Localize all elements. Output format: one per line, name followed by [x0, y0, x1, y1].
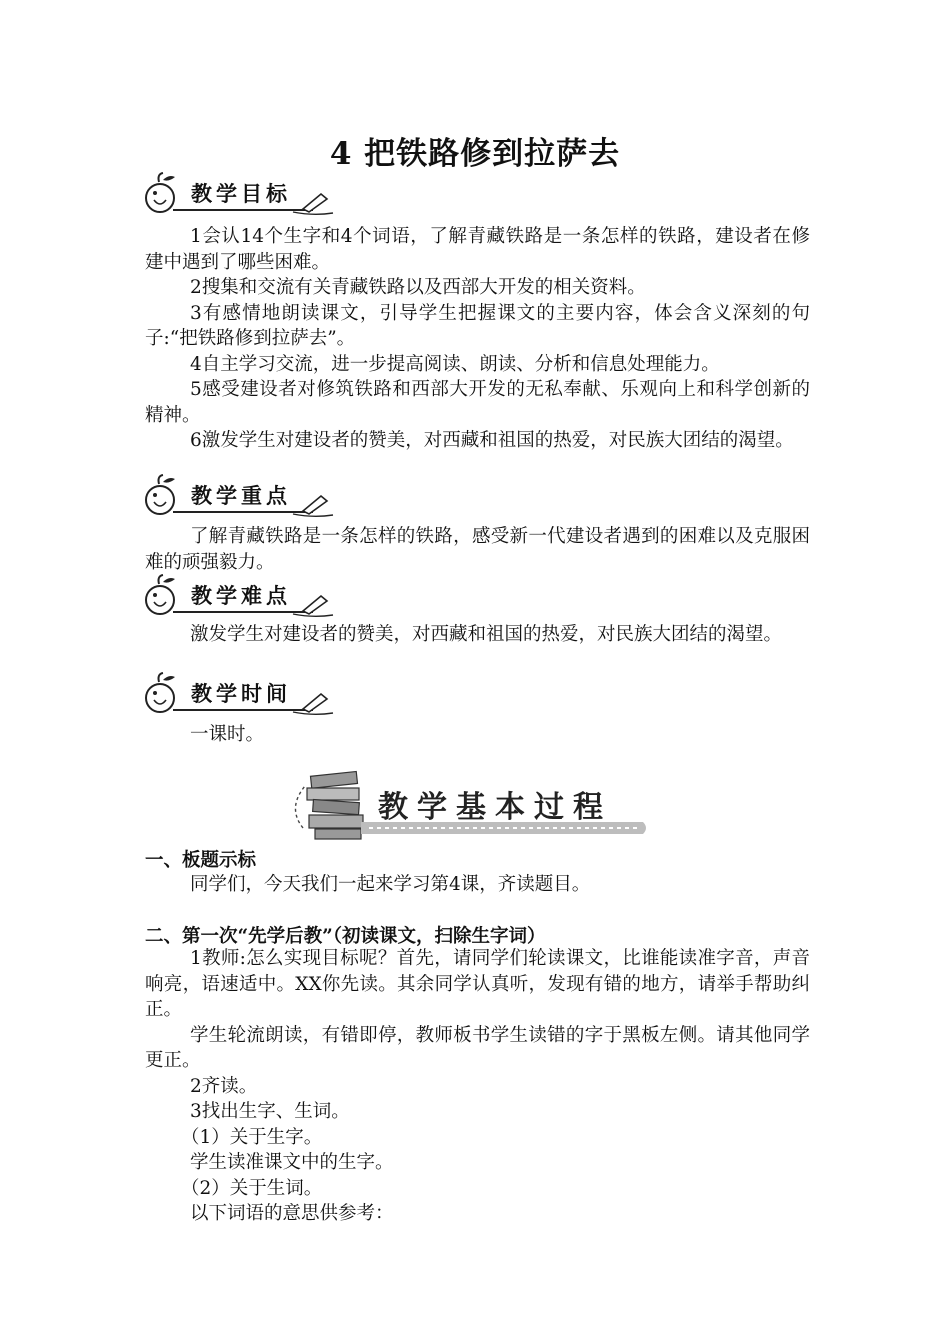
- key-points-text: [145, 524, 810, 575]
- process-heading-2: 二、第一次“先学后教”（初读课文，扫除生字词）: [145, 926, 546, 947]
- section-header-time: [143, 672, 343, 714]
- key-points-paragraph: 了解青藏铁路是一条怎样的铁路，感受新一代建设者遇到的困难以及克服困难的顽强毅力。: [145, 526, 810, 573]
- goal-item: 6激发学生对建设者的赞美，对西藏和祖国的热爱，对民族大团结的渴望。: [190, 430, 794, 451]
- process-paragraph: （1）关于生字。: [181, 1126, 323, 1148]
- difficulties-text: [145, 622, 810, 648]
- process-heading-1: 一、板题示标: [145, 850, 257, 871]
- process-paragraph: 3找出生字、生词。: [190, 1101, 350, 1122]
- process-paragraph: 学生轮流朗读，有错即停，教师板书学生读错的字于黑板左侧。请其他同学更正。: [145, 1024, 810, 1071]
- pencil-icon: [303, 194, 327, 212]
- process-paragraph: （2）关于生词。: [181, 1177, 323, 1199]
- process-part1-text: [145, 872, 810, 898]
- goal-item: 3有感情地朗读课文，引导学生把握课文的主要内容，体会含义深刻的句子:“把铁路修到拉萨去”。: [145, 302, 810, 349]
- process-part2-text: [145, 946, 810, 1227]
- section-label: 教学重点: [191, 484, 291, 508]
- process-paragraph: 2齐读。: [190, 1075, 258, 1097]
- process-paragraph: 学生读准课文中的生字。: [190, 1152, 394, 1173]
- difficulties-paragraph: 激发学生对建设者的赞美，对西藏和祖国的热爱，对民族大团结的渴望。: [190, 624, 783, 645]
- goal-item: 1会认14个生字和4个词语，了解青藏铁路是一条怎样的铁路，建设者在修建中遇到了哪些困难。: [145, 226, 810, 273]
- goals-list: [145, 224, 810, 454]
- time-paragraph: 一课时。: [190, 724, 265, 745]
- time-text: [145, 722, 810, 748]
- section-label: 教学目标: [191, 182, 291, 206]
- process-paragraph: 同学们，今天我们一起来学习第4课，齐读题目。: [190, 874, 591, 895]
- page-title: 4 把铁路修到拉萨去: [329, 136, 621, 172]
- section-label: 教学时间: [191, 682, 291, 706]
- process-paragraph: 以下词语的意思供参考：: [190, 1203, 394, 1224]
- pencil-icon: [303, 596, 327, 614]
- section-header-difficulties: [143, 574, 343, 616]
- process-banner: [283, 768, 653, 844]
- pencil-icon: [303, 496, 327, 514]
- goal-item: 4自主学习交流，进一步提高阅读、朗读、分析和信息处理能力。: [190, 353, 720, 375]
- section-label: 教学难点: [191, 584, 291, 608]
- section-header-key-points: [143, 474, 343, 516]
- banner-label: 教学基本过程: [378, 790, 612, 825]
- process-paragraph: 1教师:怎么实现目标呢？首先，请同学们轮读课文，比谁能读准字音，声音响亮，语速适中。XX你先读。其余同学认真听，发现有错的地方，请举手帮助纠正。: [145, 948, 810, 1020]
- goal-item: 5感受建设者对修筑铁路和西部大开发的无私奉献、乐观向上和科学创新的精神。: [145, 379, 810, 426]
- goal-item: 2搜集和交流有关青藏铁路以及西部大开发的相关资料。: [190, 277, 646, 298]
- pencil-icon: [303, 694, 327, 712]
- section-header-goals: [143, 172, 343, 214]
